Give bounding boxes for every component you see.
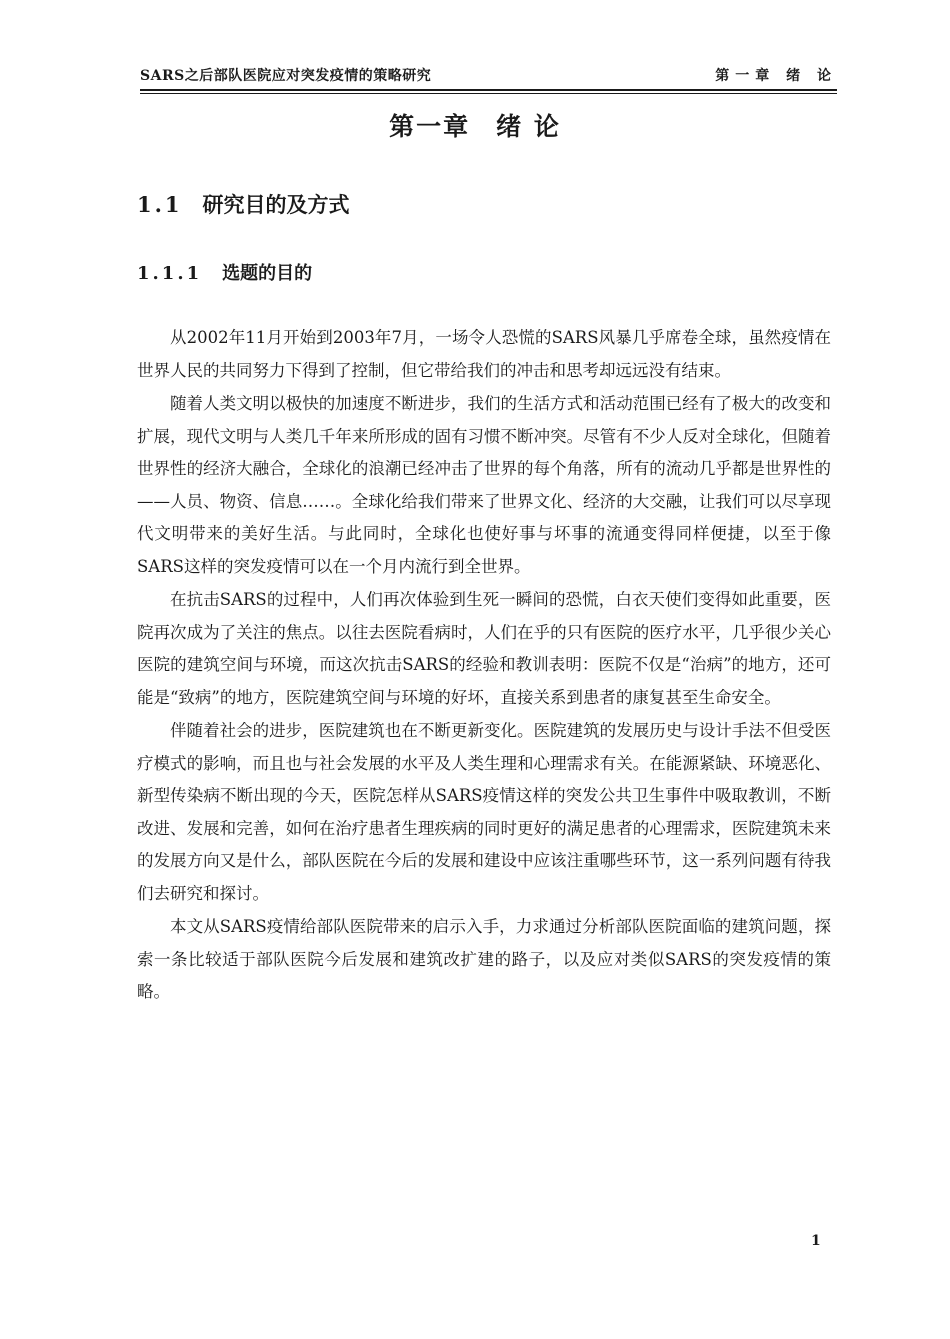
paragraph: 从2002年11月开始到2003年7月，一场令人恐慌的SARS风暴几乎席卷全球，虽然疫情在世界人民的共同努力下得到了控制，但它带给我们的冲击和思考却远远没有结束。 xyxy=(137,328,831,380)
header-chapter-label: 第一章 绪 论 xyxy=(715,68,837,84)
paragraph: 在抗击SARS的过程中，人们再次体验到生死一瞬间的恐慌，白衣天使们变得如此重要，医院再次成为了关注的焦点。以往去医院看病时，人们在乎的只有医院的医疗水平，几乎很少关心医院的建筑空间与环境，而这次抗击SARS的经验和教训表明：医院不仅是“治病”的地方，还可能是“致病”的地方，医院建筑空间与环境的好坏，直接关系到患者的康复甚至生命安全。 xyxy=(137,590,831,707)
page-number: 1 xyxy=(811,1233,821,1249)
paragraph: 伴随着社会的进步，医院建筑也在不断更新变化。医院建筑的发展历史与设计手法不但受医疗模式的影响，而且也与社会发展的水平及人类生理和心理需求有关。在能源紧缺、环境恶化、新型传染病不断出现的今天，医院怎样从SARS疫情这样的突发公共卫生事件中吸取教训，不断改进、发展和完善，如何在治疗患者生理疾病的同时更好的满足患者的心理需求，医院建筑未来的发展方向又是什么，部队医院在今后的发展和建设中应该注重哪些环节，这一系列问题有待我们去研究和探讨。 xyxy=(137,721,831,903)
subsection-title: 选题的目的 xyxy=(222,263,313,284)
header-rule-thin xyxy=(140,93,837,94)
section-number: 1.1 xyxy=(137,192,183,217)
header-rule xyxy=(140,89,837,91)
subsection-number: 1.1.1 xyxy=(137,263,203,284)
paragraph: 随着人类文明以极快的加速度不断进步，我们的生活方式和活动范围已经有了极大的改变和扩展，现代文明与人类几千年来所形成的固有习惯不断冲突。尽管有不少人反对全球化，但随着世界性的经济大融合，全球化的浪潮已经冲击了世界的每个角落，所有的流动几乎都是世界性的——人员、物资、信息……。全球化给我们带来了世界文化、经济的大交融，让我们可以尽享现代文明带来的美好生活。与此同时，全球化也使好事与坏事的流通变得同样便捷，以至于像SARS这样的突发疫情可以在一个月内流行到全世界。 xyxy=(137,394,831,576)
running-header xyxy=(140,64,837,88)
paragraph: 本文从SARS疫情给部队医院带来的启示入手，力求通过分析部队医院面临的建筑问题，探索一条比较适于部队医院今后发展和建筑改扩建的路子，以及应对类似SARS的突发疫情的策略。 xyxy=(137,917,831,1001)
subsection-heading xyxy=(137,260,312,288)
section-title: 研究目的及方式 xyxy=(202,192,350,217)
chapter-name: 绪 论 xyxy=(496,112,561,141)
body-text xyxy=(137,322,831,1010)
chapter-label: 第一章 xyxy=(389,112,471,141)
section-heading xyxy=(137,190,350,220)
header-thesis-title: SARS之后部队医院应对突发疫情的策略研究 xyxy=(140,68,432,84)
chapter-title xyxy=(0,110,950,144)
